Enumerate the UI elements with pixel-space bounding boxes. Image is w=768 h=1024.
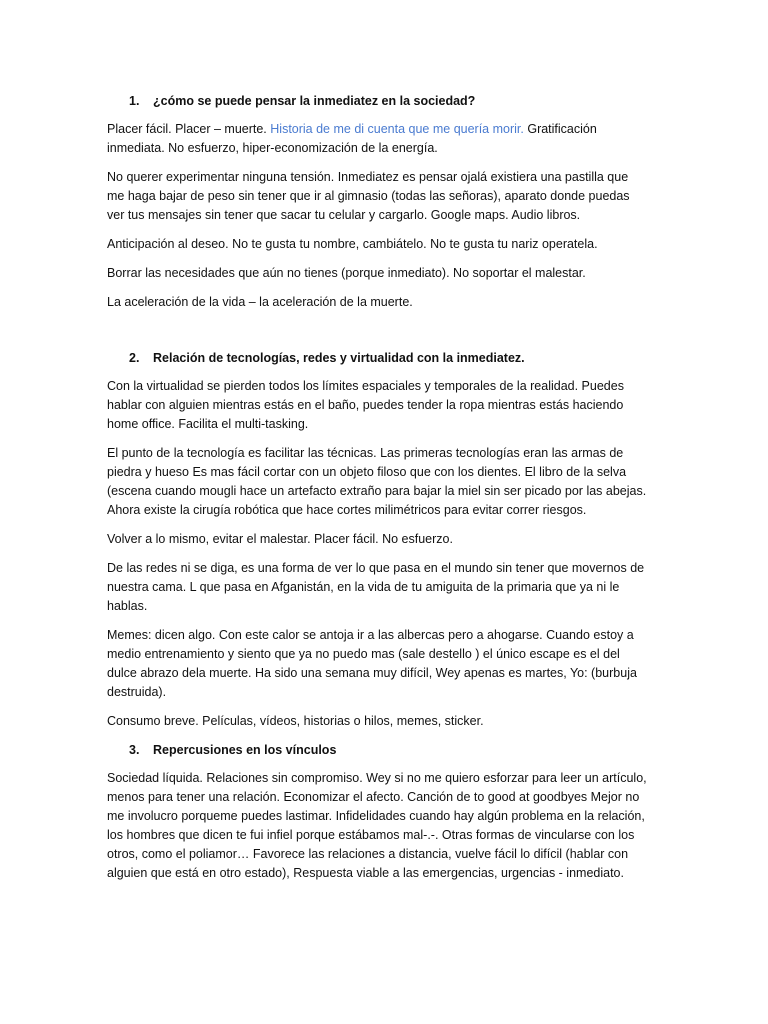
section-1-paragraph-2: No querer experimentar ninguna tensión. Inmediatez es pensar ojalá existiera una pastilla que me haga bajar de peso sin tener que ir al gimnasio (todas las señoras), aparato donde puedas ver tus mensajes sin tener que sacar tu celular y cargarlo. Google maps. Audio libros. bbox=[107, 170, 630, 222]
section-3-title: Repercusiones en los vínculos bbox=[153, 743, 337, 757]
section-1-paragraph-1 bbox=[107, 120, 647, 158]
section-2-paragraph-2: El punto de la tecnología es facilitar las técnicas. Las primeras tecnologías eran las armas de piedra y hueso Es mas fácil cortar con un objeto filoso que con los dientes. El libro de la selva (escena cuando mougli hace un artefacto extraño para bajar la miel sin ser picado por las abejas. Ahora existe la cirugía robótica que hace cortes milimétricos para evitar correr riesgos. bbox=[107, 446, 647, 517]
section-2-paragraph-1: Con la virtualidad se pierden todos los límites espaciales y temporales de la realidad. Puedes hablar con alguien mientras estás en el baño, puedes tender la ropa mientras estás haciendo home office. Facilita el multi-tasking. bbox=[107, 379, 624, 431]
section-1-paragraph-4: Borrar las necesidades que aún no tienes (porque inmediato). No soportar el malestar. bbox=[107, 266, 586, 280]
section-1-number: 1. bbox=[129, 94, 140, 108]
section-1-story-link[interactable]: Historia de me di cuenta que me quería morir. bbox=[270, 122, 524, 136]
section-1-title: ¿cómo se puede pensar la inmediatez en la sociedad? bbox=[153, 94, 476, 108]
document-body bbox=[107, 92, 647, 893]
section-2-paragraph-3: Volver a lo mismo, evitar el malestar. Placer fácil. No esfuerzo. bbox=[107, 532, 453, 546]
section-1-p1-text-after: Gratificación inmediata. No esfuerzo, hiper-economización de la energía. bbox=[107, 122, 597, 155]
section-spacer bbox=[107, 322, 647, 349]
section-2-number: 2. bbox=[129, 351, 140, 365]
section-3-paragraph-1: Sociedad líquida. Relaciones sin compromiso. Wey si no me quiero esforzar para leer un artículo, menos para tener una relación. Economizar el afecto. Canción de to good at goodbyes Mejor no me involucro porqueme puedes lastimar. Infidelidades cuando hay algún problema en la relación, los hombres que dicen te fui infiel porque estábamos mal-.-. Otras formas de vincularse con los otros, como el poliamor… Favorece las relaciones a distancia, vuelve fácil lo difícil (hablar con alguien que está en otro estado), Respuesta viable a las emergencias, urgencias - inmediato. bbox=[107, 771, 647, 880]
section-1-heading bbox=[129, 92, 647, 111]
section-3-number: 3. bbox=[129, 743, 140, 757]
section-2-heading bbox=[129, 349, 647, 368]
section-2-paragraph-5: Memes: dicen algo. Con este calor se antoja ir a las albercas pero a ahogarse. Cuando estoy a medio entrenamiento y siento que ya no puedo mas (sale destello ) el único escape es el del dulce abrazo dela muerte. Ha sido una semana muy difícil, Wey apenas es martes, Yo: (burbuja destruida). bbox=[107, 628, 637, 699]
section-1-paragraph-3: Anticipación al deseo. No te gusta tu nombre, cambiátelo. No te gusta tu nariz operatela. bbox=[107, 237, 598, 251]
section-1-p1-text-before: Placer fácil. Placer – muerte. bbox=[107, 122, 271, 136]
section-2-paragraph-6: Consumo breve. Películas, vídeos, historias o hilos, memes, sticker. bbox=[107, 714, 484, 728]
section-2-paragraph-4: De las redes ni se diga, es una forma de ver lo que pasa en el mundo sin tener que movernos de nuestra cama. L que pasa en Afganistán, en la vida de tu amiguita de la primaria que ya ni le hablas. bbox=[107, 561, 645, 613]
section-3-heading bbox=[129, 741, 647, 760]
section-1-paragraph-5: La aceleración de la vida – la aceleración de la muerte. bbox=[107, 295, 413, 309]
section-2-title: Relación de tecnologías, redes y virtualidad con la inmediatez. bbox=[153, 351, 525, 365]
